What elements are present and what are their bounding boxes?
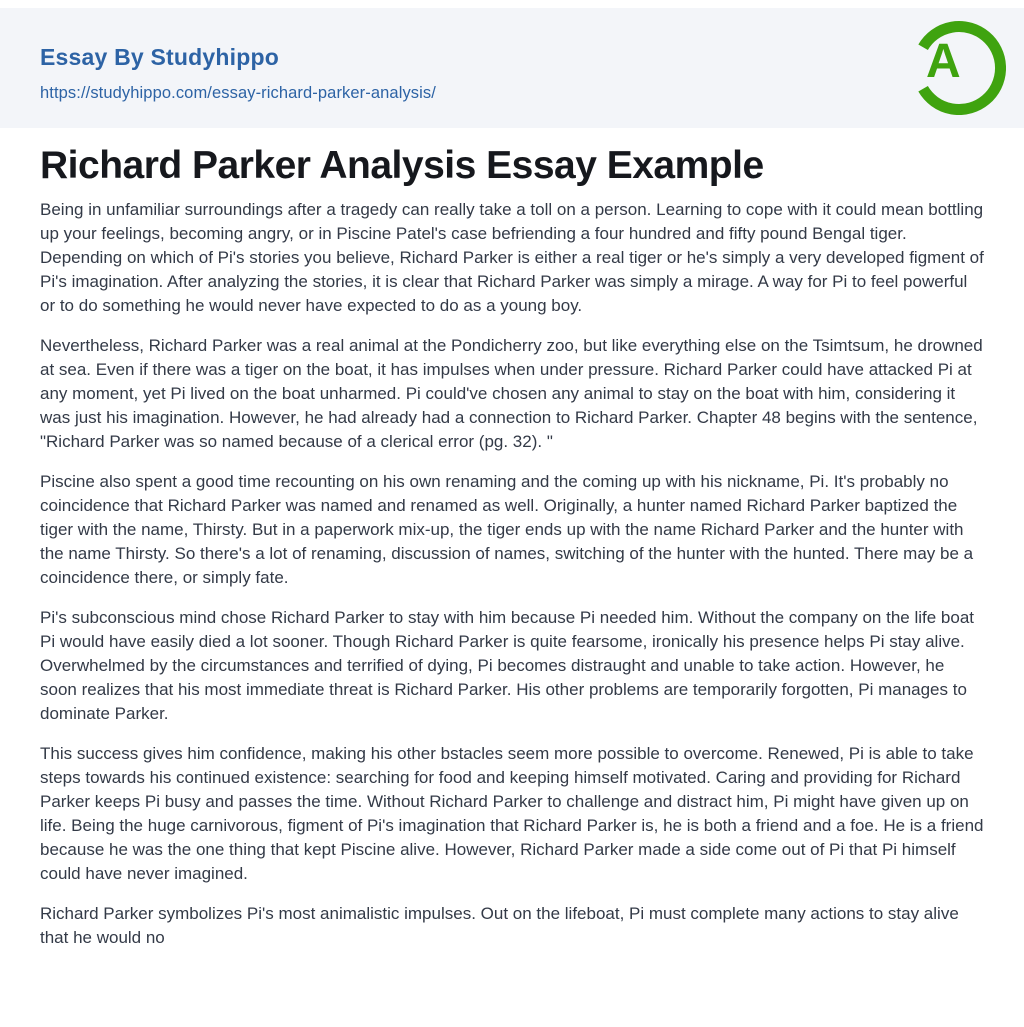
essay-paragraph: Pi's subconscious mind chose Richard Parker to stay with him because Pi needed him. Without the company on the life boat Pi would have easily died a lot sooner. Though Richard Parker is quite fearsome, ironically his presence helps Pi stay alive. Overwhelmed by the circumstances and terrified of dying, Pi becomes distraught and unable to take action. However, he soon realizes that his most immediate threat is Richard Parker. His other problems are temporarily forgotten, Pi manages to dominate Parker. — [40, 608, 975, 723]
logo-letter: A — [926, 35, 961, 88]
studyhippo-logo-icon[interactable] — [912, 21, 1006, 115]
essay-paragraph: Being in unfamiliar surroundings after a tragedy can really take a toll on a person. Learning to cope with it could mean bottling up your feelings, becoming angry, or in Piscine Patel's case befriending a four hundred and fifty pound Bengal tiger. Depending on which of Pi's stories you believe, Richard Parker is either a real tiger or he's simply a very developed figment of Pi's imagination. After analyzing the stories, it is clear that Richard Parker was simply a mirage. A way for Pi to feel powerful or to do something he would never have expected to do as a young boy. — [40, 200, 984, 315]
page-title: Richard Parker Analysis Essay Example — [40, 144, 764, 187]
site-title: Essay By Studyhippo — [40, 44, 279, 70]
essay-content — [0, 128, 1024, 1006]
header — [0, 8, 1024, 128]
essay-paragraph: This success gives him confidence, making his other bstacles seem more possible to overcome. Renewed, Pi is able to take steps towards his continued existence: searching for food and keeping himself motivated. Caring and providing for Richard Parker keeps Pi busy and passes the time. Without Richard Parker to challenge and distract him, Pi might have given up on life. Being the huge carnivorous, figment of Pi's imagination that Richard Parker is, he is both a friend and a foe. He is a friend because he was the one thing that kept Piscine alive. However, Richard Parker made a side come out of Pi that Pi himself could have never imagined. — [40, 744, 984, 883]
essay-paragraph: Nevertheless, Richard Parker was a real animal at the Pondicherry zoo, but like everything else on the Tsimtsum, he drowned at sea. Even if there was a tiger on the boat, it has impulses when under pressure. Richard Parker could have attacked Pi at any moment, yet Pi lived on the boat unharmed. Pi could've chosen any animal to stay on the boat with him, considering it was just his imagination. However, he had already had a connection to Richard Parker. Chapter 48 begins with the sentence, "Richard Parker was so named because of a clerical error (pg. 32). " — [40, 336, 983, 451]
essay-paragraph: Richard Parker symbolizes Pi's most animalistic impulses. Out on the lifeboat, Pi must complete many actions to stay alive that he would no — [40, 904, 959, 947]
source-url-link[interactable]: https://studyhippo.com/essay-richard-parker-analysis/ — [40, 84, 436, 102]
essay-paragraph: Piscine also spent a good time recounting on his own renaming and the coming up with his nickname, Pi. It's probably no coincidence that Richard Parker was named and renamed as well. Originally, a hunter named Richard Parker baptized the tiger with the name, Thirsty. But in a paperwork mix-up, the tiger ends up with the name Richard Parker and the hunter with the name Thirsty. So there's a lot of renaming, discussion of names, switching of the hunter with the hunted. There may be a coincidence there, or simply fate. — [40, 472, 974, 587]
top-white-strip — [0, 0, 1024, 8]
